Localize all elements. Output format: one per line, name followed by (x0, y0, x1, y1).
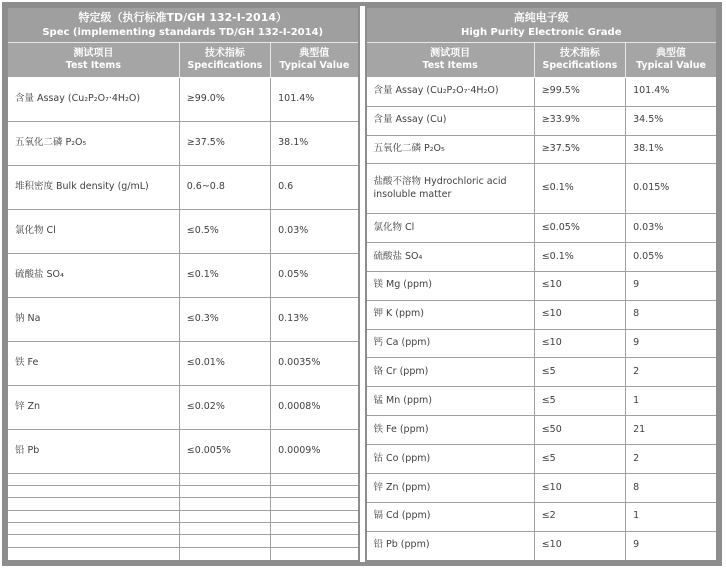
typical-value-cell: 0.05% (626, 242, 717, 271)
table-row (366, 164, 718, 214)
typical-value-cell: 34.5% (626, 106, 717, 135)
table-row (366, 502, 718, 531)
column-header-typical-value: 典型值 Typical Value (626, 42, 717, 77)
column-header-test-items: 测试项目 Test Items (366, 42, 535, 77)
specification-cell: ≤5 (534, 445, 625, 474)
specification-cell: ≤0.02% (179, 385, 270, 429)
typical-value-cell (271, 523, 359, 535)
table-row (7, 121, 359, 165)
typical-value-cell: 9 (626, 531, 717, 561)
table-row (7, 77, 359, 121)
table-row (366, 329, 718, 358)
typical-value-cell: 2 (626, 445, 717, 474)
specification-cell: ≤0.01% (179, 341, 270, 385)
typical-value-cell (271, 510, 359, 522)
typical-value-cell: 8 (626, 473, 717, 502)
table-row (366, 106, 718, 135)
high-purity-grade-body (366, 77, 718, 561)
typical-value-cell: 2 (626, 358, 717, 387)
specification-cell (179, 498, 270, 510)
test-item-cell: 铁 Fe (7, 341, 179, 385)
test-item-cell: 含量 Assay (Cu₂P₂O₇·4H₂O) (7, 77, 179, 121)
test-item-cell: 含量 Assay (Cu) (366, 106, 535, 135)
specification-cell: ≤0.05% (534, 214, 625, 243)
column-header-specifications: 技术指标 Specifications (179, 42, 270, 77)
test-item-cell: 盐酸不溶物 Hydrochloric acid insoluble matter (366, 164, 535, 214)
table-row (7, 473, 359, 485)
typical-value-cell: 9 (626, 329, 717, 358)
test-item-cell (7, 547, 179, 561)
table-row (7, 535, 359, 547)
table-row (366, 77, 718, 106)
typical-value-cell (271, 486, 359, 498)
typical-value-cell: 0.6 (271, 165, 359, 209)
table-row (366, 531, 718, 561)
specification-cell: ≥99.5% (534, 77, 625, 106)
table-row (7, 341, 359, 385)
typical-value-cell (271, 498, 359, 510)
test-item-cell: 氯化物 Cl (7, 209, 179, 253)
table-row (7, 429, 359, 473)
test-item-cell: 锌 Zn (7, 385, 179, 429)
specification-cell (179, 535, 270, 547)
column-header-typical-value: 典型值 Typical Value (271, 42, 359, 77)
table-row (7, 498, 359, 510)
test-item-cell: 氯化物 Cl (366, 214, 535, 243)
column-header-test-items: 测试项目 Test Items (7, 42, 179, 77)
typical-value-cell: 0.0009% (271, 429, 359, 473)
specification-cell: 0.6~0.8 (179, 165, 270, 209)
test-item-cell: 锌 Zn (ppm) (366, 473, 535, 502)
spec-sheet-frame (2, 2, 722, 566)
table-row (7, 547, 359, 561)
table-row (7, 253, 359, 297)
typical-value-cell: 0.0035% (271, 341, 359, 385)
table-row (7, 523, 359, 535)
specification-cell (179, 510, 270, 522)
specification-cell: ≤5 (534, 387, 625, 416)
specification-cell: ≥37.5% (179, 121, 270, 165)
typical-value-cell: 0.05% (271, 253, 359, 297)
test-item-cell: 五氧化二磷 P₂O₅ (7, 121, 179, 165)
table-row (366, 358, 718, 387)
test-item-cell: 铁 Fe (ppm) (366, 416, 535, 445)
test-item-cell (7, 535, 179, 547)
table-row (366, 214, 718, 243)
column-header-specifications: 技术指标 Specifications (534, 42, 625, 77)
spec-grade-header (7, 7, 359, 77)
test-item-cell: 铬 Cr (ppm) (366, 358, 535, 387)
test-item-cell: 钴 Co (ppm) (366, 445, 535, 474)
panel-high-purity-grade (365, 6, 719, 562)
table-row (7, 209, 359, 253)
typical-value-cell: 21 (626, 416, 717, 445)
specification-cell: ≥37.5% (534, 135, 625, 164)
table-row (7, 165, 359, 209)
high-purity-grade-title (366, 7, 718, 42)
specification-cell: ≥33.9% (534, 106, 625, 135)
test-item-cell (7, 498, 179, 510)
high-purity-grade-title-en: High Purity Electronic Grade (461, 26, 622, 38)
table-row (7, 297, 359, 341)
typical-value-cell: 0.13% (271, 297, 359, 341)
test-item-cell: 铅 Pb (ppm) (366, 531, 535, 561)
test-item-cell: 钠 Na (7, 297, 179, 341)
table-row (7, 385, 359, 429)
typical-value-cell (271, 473, 359, 485)
test-item-cell: 硫酸盐 SO₄ (366, 242, 535, 271)
high-purity-grade-table (365, 6, 719, 562)
specification-cell: ≤5 (534, 358, 625, 387)
specification-cell: ≤2 (534, 502, 625, 531)
typical-value-cell: 0.03% (271, 209, 359, 253)
high-purity-grade-title-zh: 高纯电子级 (513, 11, 569, 24)
panel-spec-grade (6, 6, 360, 562)
typical-value-cell: 0.03% (626, 214, 717, 243)
test-item-cell: 含量 Assay (Cu₂P₂O₇·4H₂O) (366, 77, 535, 106)
typical-value-cell: 38.1% (626, 135, 717, 164)
specification-cell: ≤0.005% (179, 429, 270, 473)
test-item-cell (7, 486, 179, 498)
typical-value-cell: 101.4% (271, 77, 359, 121)
specification-cell: ≤0.1% (534, 164, 625, 214)
specification-cell (179, 486, 270, 498)
table-row (366, 271, 718, 300)
spec-grade-table (6, 6, 360, 562)
test-item-cell: 钾 K (ppm) (366, 300, 535, 329)
specification-cell: ≤10 (534, 531, 625, 561)
test-item-cell: 镉 Cd (ppm) (366, 502, 535, 531)
test-item-cell: 五氧化二磷 P₂O₅ (366, 135, 535, 164)
specification-cell: ≤0.1% (534, 242, 625, 271)
table-row (7, 510, 359, 522)
typical-value-cell: 9 (626, 271, 717, 300)
typical-value-cell (271, 547, 359, 561)
test-item-cell: 铅 Pb (7, 429, 179, 473)
typical-value-cell: 1 (626, 387, 717, 416)
typical-value-cell: 101.4% (626, 77, 717, 106)
table-row (366, 416, 718, 445)
specification-cell: ≤10 (534, 329, 625, 358)
table-row (366, 300, 718, 329)
specification-cell: ≤10 (534, 271, 625, 300)
tables-container (6, 6, 718, 562)
spec-grade-title (7, 7, 359, 42)
specification-cell: ≤10 (534, 300, 625, 329)
table-row (366, 242, 718, 271)
test-item-cell (7, 510, 179, 522)
specification-cell: ≤10 (534, 473, 625, 502)
specification-cell (179, 473, 270, 485)
spec-grade-body (7, 77, 359, 561)
test-item-cell: 硫酸盐 SO₄ (7, 253, 179, 297)
typical-value-cell (271, 535, 359, 547)
table-row (366, 387, 718, 416)
test-item-cell (7, 473, 179, 485)
typical-value-cell: 1 (626, 502, 717, 531)
typical-value-cell: 8 (626, 300, 717, 329)
table-row (7, 486, 359, 498)
test-item-cell: 镁 Mg (ppm) (366, 271, 535, 300)
high-purity-grade-header (366, 7, 718, 77)
table-row (366, 445, 718, 474)
test-item-cell: 锰 Mn (ppm) (366, 387, 535, 416)
specification-cell: ≥99.0% (179, 77, 270, 121)
test-item-cell (7, 523, 179, 535)
specification-cell: ≤0.5% (179, 209, 270, 253)
typical-value-cell: 38.1% (271, 121, 359, 165)
typical-value-cell: 0.0008% (271, 385, 359, 429)
table-row (366, 473, 718, 502)
specification-cell: ≤0.3% (179, 297, 270, 341)
specification-cell (179, 523, 270, 535)
typical-value-cell: 0.015% (626, 164, 717, 214)
spec-grade-title-zh: 特定级（执行标准TD/GH 132-I-2014） (78, 11, 288, 24)
table-row (366, 135, 718, 164)
specification-cell (179, 547, 270, 561)
specification-cell: ≤50 (534, 416, 625, 445)
test-item-cell: 堆积密度 Bulk density (g/mL) (7, 165, 179, 209)
spec-grade-title-en: Spec (implementing standards TD/GH 132-I-2014) (42, 26, 324, 38)
specification-cell: ≤0.1% (179, 253, 270, 297)
test-item-cell: 钙 Ca (ppm) (366, 329, 535, 358)
